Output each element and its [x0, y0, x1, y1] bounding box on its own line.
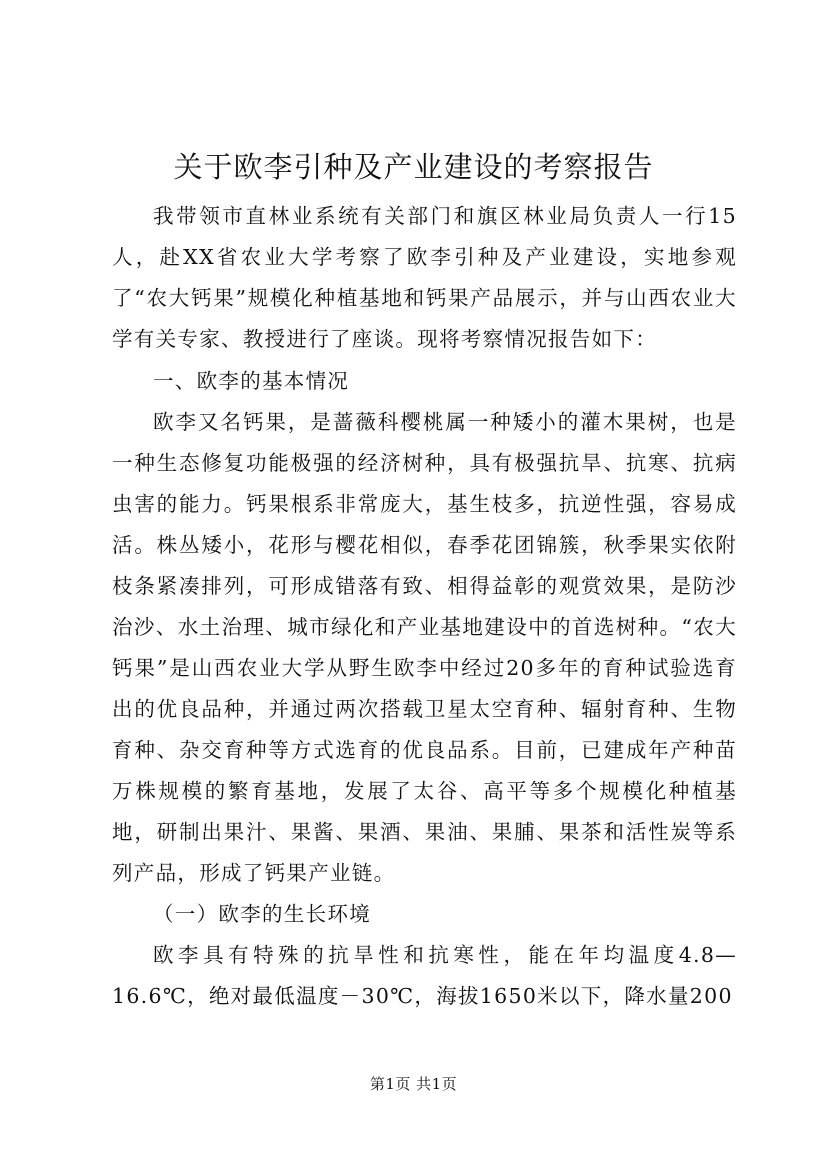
section-heading: 一、欧李的基本情况 — [153, 369, 350, 393]
page-footer: 第1页 共1页 — [369, 1075, 458, 1093]
section1-block — [112, 402, 737, 894]
intro-block — [112, 196, 737, 360]
document-title: 关于欧李引种及产业建设的考察报告 — [173, 150, 654, 184]
subsection1-block — [112, 935, 737, 1017]
intro-paragraph: 我带领市直林业系统有关部门和旗区林业局负责人一行15人，赴XX省农业大学考察了欧李引种及产业建设，实地参观了“农大钙果”规模化种植基地和钙果产品展示，并与山西农业大学有关专家、教授进行了座谈。现将考察情况报告如下： — [112, 204, 737, 351]
subsection-paragraph: 欧李具有特殊的抗旱性和抗寒性，能在年均温度4.8—16.6℃，绝对最低温度－30℃，海拔1650米以下，降水量200 — [112, 943, 737, 1008]
section-paragraph: 欧李又名钙果，是蔷薇科樱桃属一种矮小的灌木果树，也是一种生态修复功能极强的经济树种，具有极强抗旱、抗寒、抗病虫害的能力。钙果根系非常庞大，基生枝多，抗逆性强，容易成活。株丛矮小，花形与樱花相似，春季花团锦簇，秋季果实依附枝条紧凑排列，可形成错落有致、相得益彰的观赏效果，是防沙治沙、水土治理、城市绿化和产业基地建设中的首选树种。“农大钙果”是山西农业大学从野生欧李中经过20多年的育种试验选育出的优良品种，并通过两次搭载卫星太空育种、辐射育种、生物育种、杂交育种等方式选育的优良品系。目前，已建成年产种苗万株规模的繁育基地，发展了太谷、高平等多个规模化种植基地，研制出果汁、果酱、果酒、果油、果脯、果茶和活性炭等系列产品，形成了钙果产业链。 — [112, 410, 737, 885]
subsection1-heading-block — [112, 894, 737, 935]
subsection-heading: （一）欧李的生长环境 — [153, 902, 371, 926]
section1-heading-block — [112, 361, 737, 402]
